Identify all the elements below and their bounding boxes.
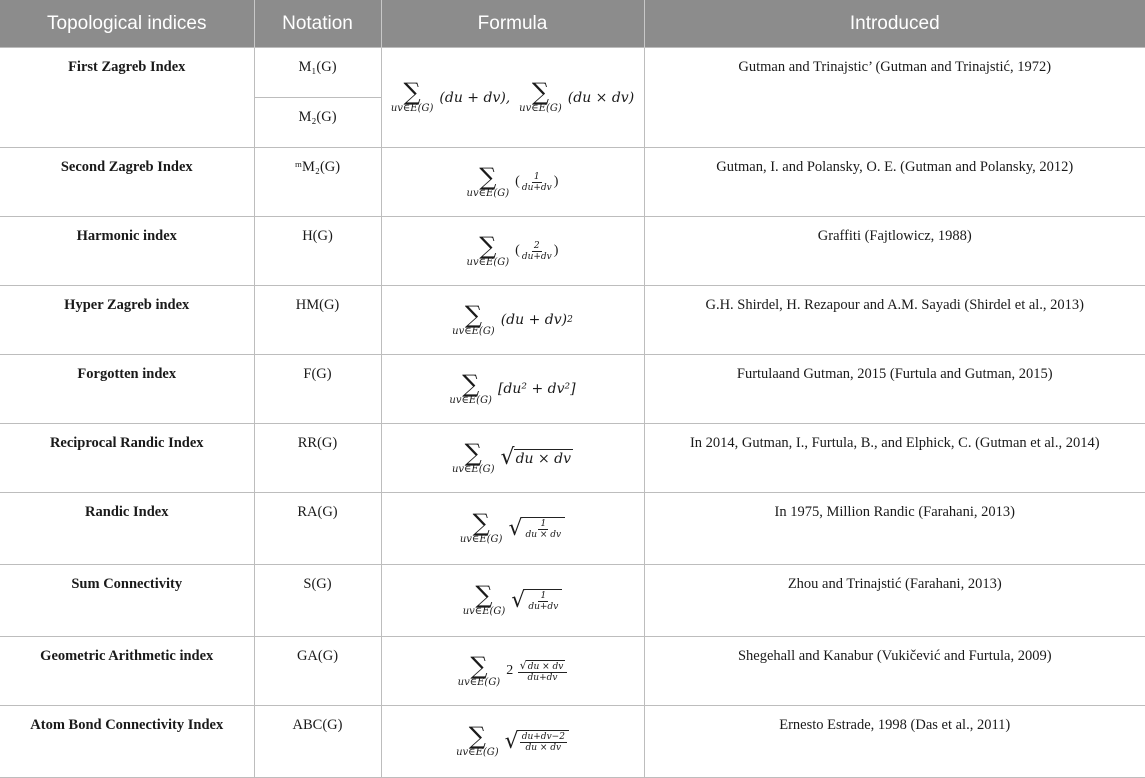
index-name: Harmonic index bbox=[0, 217, 254, 286]
introduced-cell: In 2014, Gutman, I., Furtula, B., and Elphick, C. (Gutman et al., 2014) bbox=[644, 424, 1145, 493]
formula-sum-connectivity: ∑ uv∈E(G) √ $\frac{1}{du+dv}$ bbox=[463, 584, 563, 617]
introduced-cell: In 1975, Million Randic (Farahani, 2013) bbox=[644, 493, 1145, 565]
introduced-cell: Graffiti (Fajtlowicz, 1988) bbox=[644, 217, 1145, 286]
table-row bbox=[0, 286, 1145, 355]
index-name: Randic Index bbox=[0, 493, 254, 565]
formula-geometric-arithmetic: ∑ uv∈E(G) 2 √ du × dv du+dv bbox=[458, 655, 568, 688]
header-row bbox=[0, 0, 1145, 48]
index-name: Sum Connectivity bbox=[0, 565, 254, 637]
notation-cell: M₁(G) bbox=[254, 48, 381, 98]
table-row bbox=[0, 637, 1145, 706]
table-row bbox=[0, 493, 1145, 565]
notation-cell: ABC(G) bbox=[254, 706, 381, 778]
introduced-cell: Furtulaand Gutman, 2015 (Furtula and Gutman, 2015) bbox=[644, 355, 1145, 424]
index-name: Forgotten index bbox=[0, 355, 254, 424]
formula-second-zagreb: ∑ uv∈E(G) ( $\frac{1}{du+dv}$ ) bbox=[466, 162, 559, 199]
introduced-cell: Zhou and Trinajstić (Farahani, 2013) bbox=[644, 565, 1145, 637]
notation-cell: F(G) bbox=[254, 355, 381, 424]
formula-cell bbox=[381, 286, 644, 355]
table-row bbox=[0, 355, 1145, 424]
formula-hyper-zagreb: ∑ uv∈E(G) (du + dv) 2 bbox=[452, 300, 573, 337]
formula-cell bbox=[381, 706, 644, 778]
table-row bbox=[0, 48, 1145, 98]
introduced-cell: Ernesto Estrade, 1998 (Das et al., 2011) bbox=[644, 706, 1145, 778]
header-formula: Formula bbox=[381, 0, 644, 48]
header-indices: Topological indices bbox=[0, 0, 254, 48]
formula-cell bbox=[381, 565, 644, 637]
notation-cell: RR(G) bbox=[254, 424, 381, 493]
table-row bbox=[0, 217, 1145, 286]
formula-randic: ∑ uv∈E(G) √ $\frac{1}{du \times dv}$ bbox=[460, 512, 565, 545]
formula-cell bbox=[381, 148, 644, 217]
index-name: Atom Bond Connectivity Index bbox=[0, 706, 254, 778]
introduced-cell: Shegehall and Kanabur (Vukičević and Furtula, 2009) bbox=[644, 637, 1145, 706]
formula-cell bbox=[381, 424, 644, 493]
index-name: Reciprocal Randic Index bbox=[0, 424, 254, 493]
formula-abc: ∑ uv∈E(G) √ $\frac{du+dv-2}{du \times dv}$ bbox=[456, 725, 569, 758]
formula-cell bbox=[381, 48, 644, 148]
notation-cell: M₂(G) bbox=[254, 98, 381, 148]
notation-cell: H(G) bbox=[254, 217, 381, 286]
table-row bbox=[0, 424, 1145, 493]
notation-cell: S(G) bbox=[254, 565, 381, 637]
formula-harmonic: ∑ uv∈E(G) ( $\frac{2}{du+dv}$ ) bbox=[466, 231, 559, 268]
header-introduced: Introduced bbox=[644, 0, 1145, 48]
formula-cell bbox=[381, 355, 644, 424]
introduced-cell: G.H. Shirdel, H. Rezapour and A.M. Sayadi (Shirdel et al., 2013) bbox=[644, 286, 1145, 355]
formula-cell bbox=[381, 637, 644, 706]
formula-cell bbox=[381, 493, 644, 565]
introduced-cell: Gutman, I. and Polansky, O. E. (Gutman and Polansky, 2012) bbox=[644, 148, 1145, 217]
introduced-cell: Gutman and Trinajstic’ (Gutman and Trinajstić, 1972) bbox=[644, 48, 1145, 148]
index-name: Second Zagreb Index bbox=[0, 148, 254, 217]
table-row bbox=[0, 565, 1145, 637]
formula-cell bbox=[381, 217, 644, 286]
index-name: First Zagreb Index bbox=[0, 48, 254, 148]
index-name: Geometric Arithmetic index bbox=[0, 637, 254, 706]
table-row bbox=[0, 706, 1145, 778]
notation-cell: HM(G) bbox=[254, 286, 381, 355]
header-notation: Notation bbox=[254, 0, 381, 48]
formula-zagreb: ∑ uv∈E(G) (du + dv), ∑ uv∈E(G) (du × dv) bbox=[390, 78, 635, 114]
notation-cell: GA(G) bbox=[254, 637, 381, 706]
index-name: Hyper Zagreb index bbox=[0, 286, 254, 355]
formula-forgotten: ∑ uv∈E(G) [du² + dv²] bbox=[449, 369, 576, 406]
table-row bbox=[0, 148, 1145, 217]
notation-cell: RA(G) bbox=[254, 493, 381, 565]
formula-reciprocal-randic: ∑ uv∈E(G) √ du × dv bbox=[451, 438, 572, 475]
notation-cell: ᵐM₂(G) bbox=[254, 148, 381, 217]
